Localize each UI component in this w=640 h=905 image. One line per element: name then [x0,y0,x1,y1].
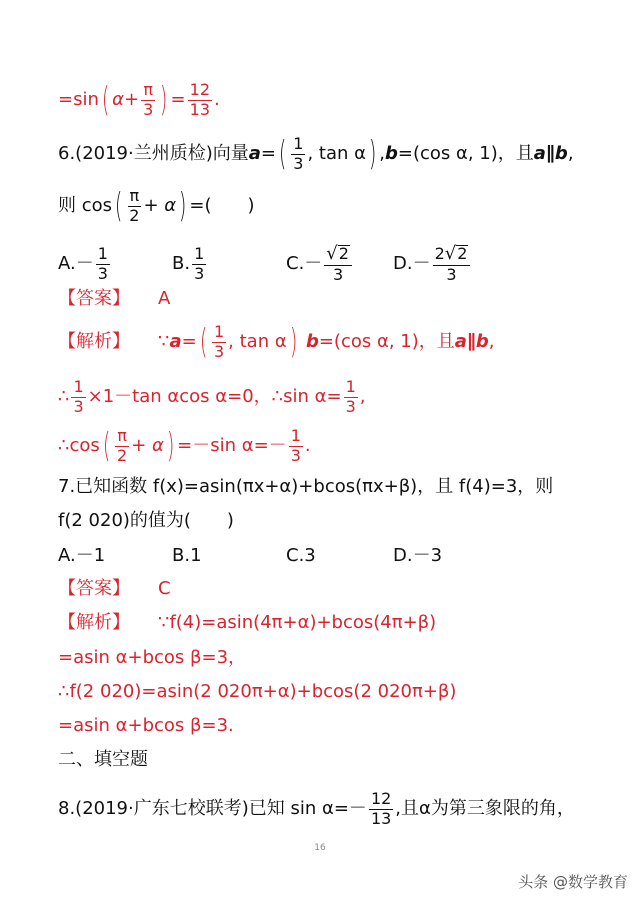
right-paren: ) [368,134,377,175]
math-text: =asin α+bcos β=3. [58,715,234,736]
answer-blank: =( ) [189,195,255,217]
math-text: , [567,143,574,165]
fraction-12-over-13: $\frac{12}{13}$ [189,80,210,119]
fraction-pi-over-2: $\frac{\pi}{2}$ [117,426,128,465]
solution-7-line-4 [58,717,234,735]
solution-7-line-3 [58,683,456,701]
solution-7-line-2 [58,649,246,667]
question-6-options [58,242,618,284]
math-text: . [304,435,311,457]
fraction-12-over-13: $\frac{12}{13}$ [370,789,392,828]
solution-7-line-1 [58,614,436,632]
question-6-prefix: 6.(2019·兰州质检)向量 [58,143,249,165]
solution-continuation-line [58,82,220,119]
math-text: =sin [58,89,99,111]
option-a [58,243,112,283]
solution-label: 【解析】 [58,331,130,353]
right-paren: ) [160,80,168,121]
question-6-stem [58,136,574,173]
math-text: 8.(2019·广东七校联考)已知 sin α=－ [58,798,367,820]
question-8-stem [58,791,575,828]
vector-b: b [384,143,398,165]
math-text: =asin α+bcos β=3， [58,647,247,668]
left-paren: ( [102,426,111,467]
answer-value: C [158,578,171,599]
math-text: =(cos α, 1)，且 [318,331,455,353]
right-paren: ) [179,186,187,227]
option-d: D.－3 [393,545,443,566]
right-paren: ) [166,426,175,467]
math-text: = [181,331,197,353]
fraction-1-over-3: $\frac{1}{3}$ [73,377,84,416]
math-text: , [488,331,495,353]
fraction-pi-over-3: $\frac{\pi}{3}$ [143,80,154,119]
left-paren: ( [101,80,110,121]
fraction: $\frac{1}{3}$ [194,243,205,283]
math-text: ∴ [58,386,70,408]
math-text: = [260,143,276,165]
answer-value: A [158,288,171,309]
math-text: + α [143,195,177,217]
math-text: ∵ [158,331,170,353]
left-paren: ( [115,186,123,227]
answer-label: 【答案】 [58,578,130,599]
option-c: C.3 [286,545,316,566]
math-text: ∴f(2 020)=asin(2 020π+α)+bcos(2 020π+β) [58,681,457,702]
solution-label: 【解析】 [58,612,130,633]
answer-label: 【答案】 [58,288,130,309]
math-text: α+ [112,89,140,111]
vector-b: b [305,331,319,353]
parallel-condition: a∥b [454,331,489,353]
solution-6-line-2 [58,379,366,416]
math-text: , tan α [307,143,366,165]
option-label: C.－ [286,253,323,274]
option-d [393,242,472,284]
math-text: . [214,89,220,111]
answer-7 [58,580,171,598]
option-label: B. [172,253,191,274]
question-7-options [58,546,618,566]
question-7-text: 7.已知函数 f(x)=asin(πx+α)+bcos(πx+β)，且 f(4)=3，则 [58,476,554,497]
option-b [172,243,208,283]
right-paren: ) [289,322,297,363]
left-paren: ( [278,134,287,175]
fraction-1-over-3: $\frac{1}{3}$ [345,377,356,416]
vector-a: a [248,143,261,165]
section-heading [58,751,148,769]
solution-6-line-3 [58,428,311,465]
vector-a: a [169,331,182,353]
option-label: D.－ [393,253,431,274]
math-text: ,且α为第三象限的角， [395,798,575,820]
math-text: ∵f(4)=asin(4π+α)+bcos(4π+β) [158,612,437,633]
fraction-pi-over-2: $\frac{\pi}{2}$ [129,186,140,225]
fraction-sqrt: √ 2 3 [324,245,352,284]
math-text: = [170,89,186,111]
page-number: 16 [314,843,326,853]
math-text: =－sin α=－ [177,435,287,457]
question-7-ask [58,512,234,530]
math-text: , tan α [228,331,287,353]
fraction: $\frac{1}{3}$ [97,243,108,283]
section-title: 二、填空题 [58,749,148,770]
fraction-1-over-3: $\frac{1}{3}$ [293,134,304,173]
question-7-stem [58,478,553,496]
fraction-1-over-3: $\frac{1}{3}$ [213,322,225,361]
math-text: ×1－tan αcos α=0，∴sin α= [87,386,342,408]
math-text: =(cos α, 1)，且 [397,143,534,165]
option-c [286,242,354,284]
parallel-condition: a∥b [533,143,568,165]
option-a: A.－1 [58,545,106,566]
math-text: , [379,143,385,165]
math-text: 则 cos [58,195,113,217]
math-text: , [359,386,366,408]
fraction-1-over-3: $\frac{1}{3}$ [290,426,301,465]
math-text: ∴cos [58,435,100,457]
answer-6 [58,290,170,308]
option-b: B.1 [172,545,202,566]
left-paren: ( [199,322,207,363]
watermark: 头条 @数学教育 [518,873,628,891]
option-label: A.－ [58,253,94,274]
solution-6-line-1 [58,324,495,361]
fraction-sqrt: 2 √ 2 3 [433,245,471,284]
question-7-text: f(2 020)的值为( ) [58,510,234,531]
question-6-ask [58,188,255,225]
math-text: + α [131,435,164,457]
